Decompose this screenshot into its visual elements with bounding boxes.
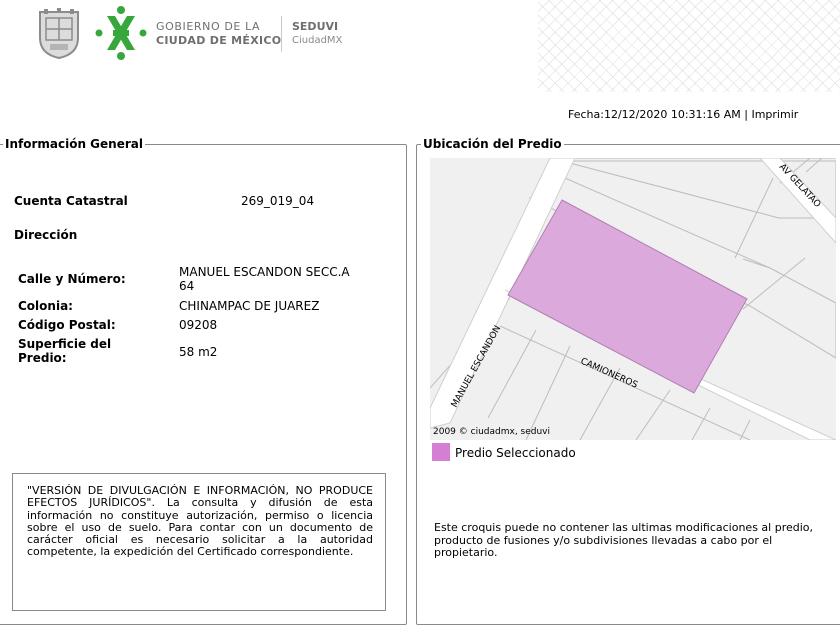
ubicacion-legend: Ubicación del Predio [423, 137, 562, 151]
disclaimer-box: "VERSIÓN DE DIVULGACIÓN E INFORMACIÓN, NO PRODUCE EFECTOS JURÍDICOS". La consulta y difusión de esta información no constituye autorización, permiso o licencia sobre el uso de suelo. Para contar con un documento de carácter oficial es necesario solicitar a la autoridad competente, la expedición del Certificado correspondiente. [12, 473, 386, 611]
predio-legend-label: Predio Seleccionado [455, 446, 576, 460]
street-av-gelatao: AV GELATAO [776, 162, 823, 210]
header-pattern [538, 0, 840, 92]
calle-label: Calle y Número: [18, 272, 126, 286]
superficie-label-line1: Superficie del [18, 337, 112, 351]
gov-line1: GOBIERNO DE LA [156, 20, 261, 33]
codigo-postal-label: Código Postal: [18, 318, 116, 332]
date-print-line: Fecha:12/12/2020 10:31:16 AM | Imprimir [568, 108, 799, 121]
cdmx-seal-icon [36, 8, 82, 60]
map-disclaimer-note: Este croquis puede no contener las ultimas modificaciones al predio, producto de fusiones y/o subdivisiones llevadas a cabo por el propietario. [434, 521, 814, 559]
map-svg [430, 158, 836, 440]
direccion-label: Dirección [14, 228, 78, 242]
codigo-postal-value: 09208 [179, 318, 218, 332]
selected-parcel[interactable] [508, 200, 747, 393]
gov-name [156, 20, 281, 48]
cuenta-catastral-label: Cuenta Catastral [14, 194, 128, 208]
gov-line2: CIUDAD DE MÉXICO [156, 34, 282, 47]
map-copyright: 2009 © ciudadmx, seduvi [433, 427, 551, 437]
superficie-value: 58 m2 [179, 345, 218, 359]
info-general-legend: Información General [5, 137, 143, 151]
calle-value-line1: MANUEL ESCANDON SECC.A [179, 265, 350, 279]
location-map[interactable] [430, 158, 836, 440]
street-manuel-escandon: MANUEL ESCANDON [449, 324, 504, 410]
predio-legend-swatch [432, 443, 450, 461]
street-camioneros: CAMIONEROS [578, 356, 639, 391]
colonia-label: Colonia: [18, 299, 73, 313]
calle-value-line2: 64 [179, 279, 195, 293]
cuenta-catastral-value: 269_019_04 [241, 194, 315, 208]
colonia-value: CHINAMPAC DE JUAREZ [179, 299, 320, 313]
agency-line2: CiudadMX [292, 35, 343, 46]
superficie-label-line2: Predio: [18, 351, 67, 365]
header-divider [281, 16, 282, 52]
agency-name [292, 20, 342, 48]
cdmx-logo-icon [95, 4, 147, 62]
agency-line1: SEDUVI [292, 20, 339, 33]
header [0, 0, 840, 70]
